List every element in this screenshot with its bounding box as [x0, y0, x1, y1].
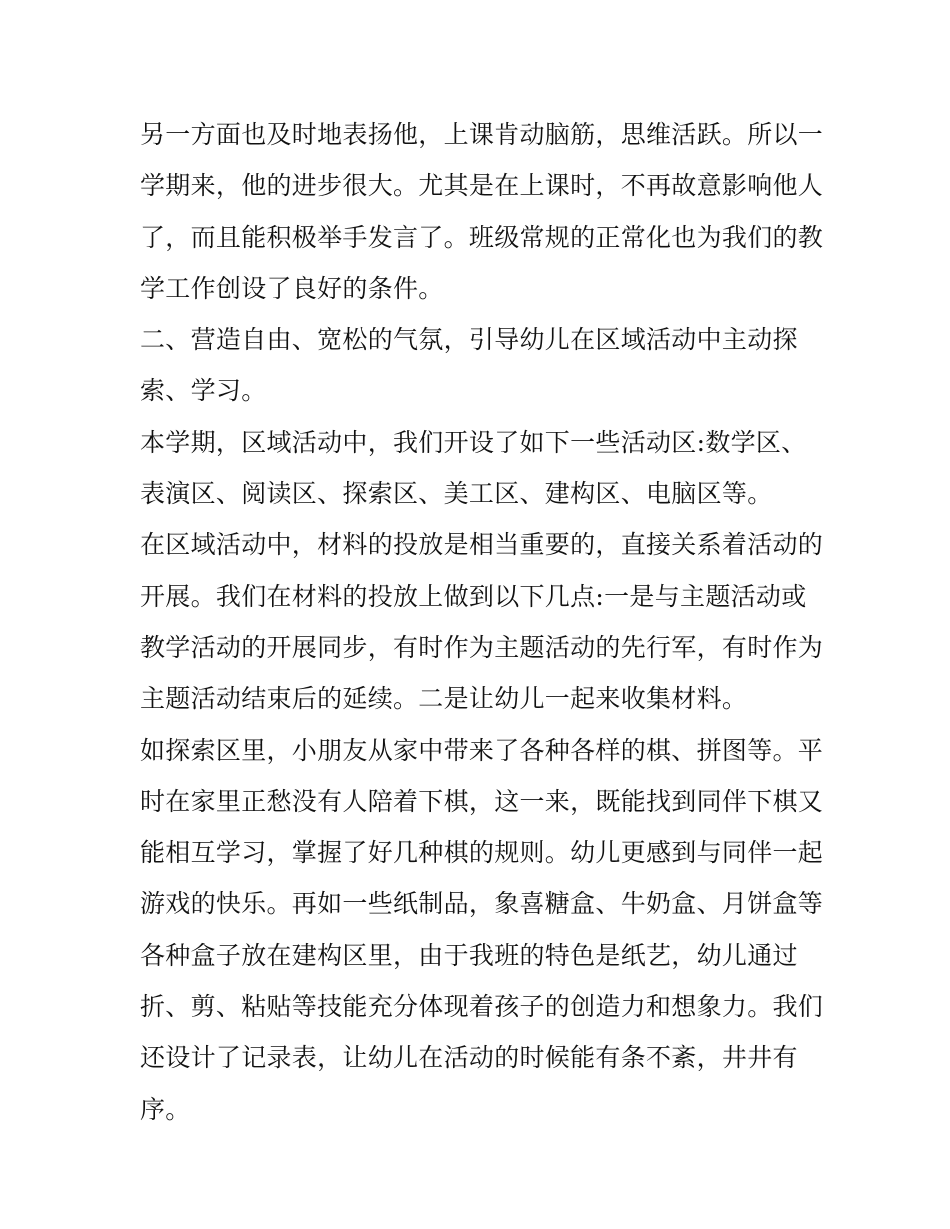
text-line: 序。	[140, 1094, 191, 1124]
text-line: 表演区、阅读区、探索区、美工区、建构区、电脑区等。	[140, 479, 773, 509]
text-line: 如探索区里，小朋友从家中带来了各种各样的棋、拼图等。平	[140, 735, 824, 765]
text-line: 主题活动结束后的延续。二是让幼儿一起来收集材料。	[140, 684, 748, 714]
text-line: 另一方面也及时地表扬他，上课肯动脑筋，思维活跃。所以一	[140, 120, 824, 149]
text-line: 各种盒子放在建构区里，由于我班的特色是纸艺，幼儿通过	[140, 940, 798, 970]
text-line: 能相互学习，掌握了好几种棋的规则。幼儿更感到与同伴一起	[140, 838, 824, 868]
text-line: 教学活动的开展同步，有时作为主题活动的先行军，有时作为	[140, 632, 824, 662]
document-text-body	[140, 109, 824, 1135]
text-line: 学期来，他的进步很大。尤其是在上课时，不再故意影响他人	[140, 171, 824, 201]
text-line: 还设计了记录表，让幼儿在活动的时候能有条不紊，井井有	[140, 1043, 798, 1073]
section-heading-line: 二、营造自由、宽松的气氛，引导幼儿在区域活动中主动探	[140, 325, 798, 355]
text-line: 本学期，区域活动中，我们开设了如下一些活动区:数学区、	[140, 427, 807, 457]
section-heading-line: 索、学习。	[140, 376, 267, 406]
text-line: 学工作创设了良好的条件。	[140, 273, 444, 303]
text-line: 在区域活动中，材料的投放是相当重要的，直接关系着活动的	[140, 530, 824, 560]
text-line: 开展。我们在材料的投放上做到以下几点:一是与主题活动或	[140, 581, 807, 611]
text-line: 游戏的快乐。再如一些纸制品，象喜糖盒、牛奶盒、月饼盒等	[140, 889, 824, 919]
text-line: 时在家里正愁没有人陪着下棋，这一来，既能找到同伴下棋又	[140, 786, 824, 816]
text-line: 折、剪、粘贴等技能充分体现着孩子的创造力和想象力。我们	[140, 992, 824, 1022]
text-line: 了，而且能积极举手发言了。班级常规的正常化也为我们的教	[140, 222, 824, 252]
